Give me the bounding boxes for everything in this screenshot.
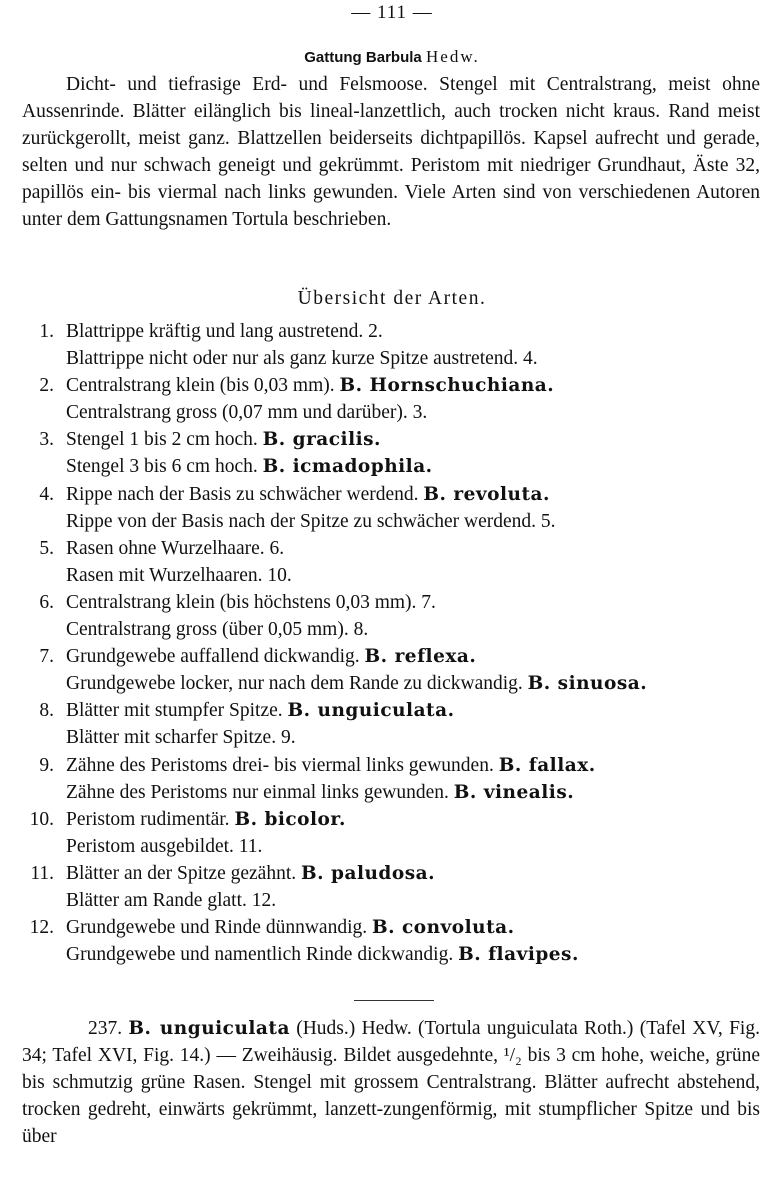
key-row-text [66,941,579,968]
key-row-description: Stengel 3 bis 6 cm hoch. [66,456,258,478]
key-row-number: 5. [39,537,54,559]
key-row-description: Grundgewebe und namentlich Rinde dickwandig. [66,944,454,966]
key-row [0,345,784,372]
key-row-text [66,589,436,616]
key-row [0,914,784,941]
key-row-description: Blätter am Rande glatt. 12. [66,889,277,911]
key-row-description: Rippe nach der Basis zu schwächer werdend. [66,483,419,505]
key-row-text [66,535,284,562]
key-row-text [66,806,346,833]
key-row-description: Centralstrang gross (0,07 mm und darüber). 3. [66,402,428,424]
genus-author: Hedw. [426,47,480,66]
genus-heading [0,47,784,67]
key-row-text [66,616,368,643]
key-row-number: 11. [30,862,54,884]
key-row-text [66,318,383,345]
key-row-description: Blattrippe kräftig und lang austretend. 2. [66,321,383,342]
key-row-text [66,372,554,399]
key-row-text [66,697,455,724]
key-row [0,724,784,751]
genus-name: Gattung Barbula [304,49,422,66]
key-row-number: 9. [39,754,54,776]
key-row-species: B. vinealis. [453,781,575,803]
key-row-number: 7. [39,646,54,668]
key-row [0,806,784,833]
key-row [0,697,784,724]
key-row-number: 1. [39,321,54,342]
page-number: — 111 — [351,2,433,23]
genus-description: Dicht- und tiefrasige Erd- und Felsmoose. Stengel mit Centralstrang, meist ohne Aussenrinde. Blätter eilänglich bis lineal-lanzettlich, auch trocken nicht kraus. Rand meist zurückgerollt, meist ganz. Blattzellen beiderseits dichtpapillös. Kapsel aufrecht und gerade, selten und nur schwach geneigt und gekrümmt. Peristom mit niedriger Grundhaut, Äste 32, papillös ein- bis viermal nach links gewunden. Viele Arten sind von verschiedenen Autoren unter dem Gattungsnamen Tortula beschrieben. [22,74,760,230]
key-row-description: Grundgewebe und Rinde dünnwandig. [66,917,368,939]
key-row-text [66,670,647,697]
key-row-description: Centralstrang klein (bis höchstens 0,03 mm). 7. [66,591,436,613]
key-row-number: 8. [39,700,54,722]
key-row [0,860,784,887]
key-row [0,535,784,562]
key-row-species: B. unguiculata. [287,700,455,722]
key-row-text [66,643,476,670]
key-row-number: 10. [29,808,54,830]
key-row-number: 12. [29,917,54,939]
key-row-text [66,887,276,914]
key-row [0,616,784,643]
entry-species-name: B. unguiculata [128,1018,290,1039]
key-row-text [66,833,262,860]
key-row [0,481,784,508]
key-row-species: B. flavipes. [458,944,579,966]
key-row-species: B. convoluta. [371,917,515,939]
key-row-species: B. Hornschuchiana. [339,375,555,397]
key-row-number: 6. [39,591,54,613]
key-row-description: Rasen ohne Wurzelhaare. 6. [66,537,285,559]
key-row-species: B. paludosa. [301,862,436,884]
key-row [0,833,784,860]
key-row-text [66,779,574,806]
entry-number: 237. [88,1018,123,1039]
key-row [0,779,784,806]
key-title: Übersicht der Arten. [297,288,487,309]
key-row-text [66,508,556,535]
key-row-species: B. sinuosa. [527,673,648,695]
key-row [0,508,784,535]
key-row-text [66,562,292,589]
key-row-species: B. icmadophila. [262,456,433,478]
key-row [0,399,784,426]
key-row-text [66,752,596,779]
key-row-description: Blattrippe nicht oder nur als ganz kurze Spitze austretend. 4. [66,348,538,370]
section-divider [354,1000,434,1001]
key-row-text [66,345,538,372]
key-row-text [66,724,296,751]
key-row [0,562,784,589]
key-row-species: B. gracilis. [262,429,382,451]
key-row-text [66,914,515,941]
key-row-species: B. revoluta. [423,483,550,505]
key-row-number: 2. [39,375,54,397]
key-row [0,426,784,453]
key-row-description: Peristom ausgebildet. 11. [66,835,263,857]
species-key [0,318,784,968]
key-row [0,887,784,914]
key-row-species: B. fallax. [498,754,596,776]
key-row [0,589,784,616]
key-row-description: Zähne des Peristoms drei- bis viermal links gewunden. [66,754,494,776]
key-row-text [66,426,381,453]
key-row-description: Blätter mit stumpfer Spitze. [66,700,283,722]
key-row-text [66,481,550,508]
key-row-description: Stengel 1 bis 2 cm hoch. [66,429,258,451]
key-row [0,643,784,670]
entry-description: (Huds.) Hedw. (Tortula unguiculata Roth.) (Tafel XV, Fig. 34; Tafel XVI, Fig. 14.) — Zweihäusig. Bildet ausgedehnte, ¹/₂ bis 3 cm hohe, weiche, grüne bis schmutzig grüne Rasen. Stengel mit grossem Centralstrang. Blätter aufrecht abstehend, trocken gedreht, einwärts gekrümmt, lanzett-zungenförmig, mit stumpflicher Spitze und bis über [22,1018,760,1147]
key-row [0,670,784,697]
key-row-description: Rippe von der Basis nach der Spitze zu schwächer werdend. 5. [66,510,556,532]
key-row-text [66,453,433,480]
key-row-species: B. reflexa. [364,646,477,668]
key-row-description: Grundgewebe auffallend dickwandig. [66,646,360,668]
key-row [0,318,784,345]
key-row [0,941,784,968]
key-row [0,752,784,779]
key-row-description: Grundgewebe locker, nur nach dem Rande zu dickwandig. [66,673,523,695]
key-row [0,372,784,399]
key-row-description: Centralstrang gross (über 0,05 mm). 8. [66,619,369,641]
key-row-species: B. bicolor. [234,808,346,830]
key-row-number: 3. [39,429,54,451]
key-row-description: Rasen mit Wurzelhaaren. 10. [66,564,292,586]
species-entry [22,1015,760,1150]
key-row-description: Zähne des Peristoms nur einmal links gewunden. [66,781,449,803]
key-row-text [66,860,435,887]
key-row-description: Centralstrang klein (bis 0,03 mm). [66,375,335,397]
key-row [0,453,784,480]
key-row-description: Blätter an der Spitze gezähnt. [66,862,297,884]
key-row-text [66,399,427,426]
key-row-description: Peristom rudimentär. [66,808,230,830]
key-row-description: Blätter mit scharfer Spitze. 9. [66,727,296,749]
key-row-number: 4. [39,483,54,505]
